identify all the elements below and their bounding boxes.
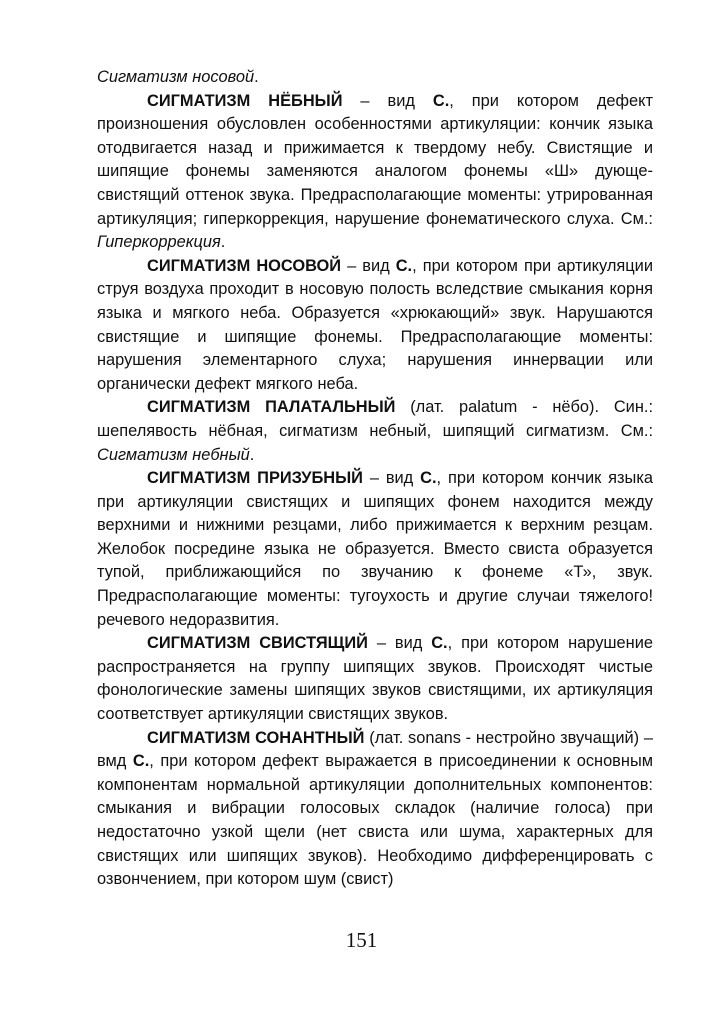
entry-term: СИГМАТИЗМ СОНАНТНЫЙ xyxy=(147,728,365,747)
entry-sigmatism-palatalny: СИГМАТИЗМ ПАЛАТАЛЬНЫЙ (лат. palatum - нёбо). Син.: шепелявость нёбная, сигматизм небный, шипящий сигматизм. См.: Сигматизм небный. xyxy=(97,398,653,464)
entry-term: СИГМАТИЗМ СВИСТЯЩИЙ xyxy=(147,634,368,653)
entry-sigmatism-nasal: СИГМАТИЗМ НОСОВОЙ – вид С., при котором при артикуляции струя воздуха проходит в носовую полость вследствие смыкания корня языка и мягкого неба. Образуется «хрюкающий» звук. Нарушаются свистящие и шипящие фонемы. Предрасполагающие моменты: нарушения элементарного слуха; нарушения иннервации или органически дефект мягкого неба. xyxy=(97,256,653,393)
abbreviation: С. xyxy=(432,91,450,110)
entry-sigmatism-palatal-nebny: СИГМАТИЗМ НЁБНЫЙ – вид С., при котором дефект произношения обусловлен особенностями артикуляции: кончик языка отодвигается назад и прижимается к твердому небу. Свистящие и шипящие фонемы заменяются аналогом фонемы «Ш» дующе-свистящий оттенок звука. Предрасполагающие моменты: утрированная артикуляция; гиперкоррекция, нарушение фонематического слуха. См.: Гиперкоррекция. xyxy=(97,91,653,252)
entry-continuation: Сигматизм носовой. xyxy=(97,68,259,86)
abbreviation: С. xyxy=(420,469,437,488)
cross-reference: Сигматизм небный xyxy=(97,445,250,464)
cross-reference: Гиперкоррекция xyxy=(97,233,221,252)
abbreviation: С. xyxy=(431,634,448,653)
entry-term: СИГМАТИЗМ ПРИЗУБНЫЙ xyxy=(147,469,363,488)
body-text xyxy=(97,66,653,892)
entry-sigmatism-prizubny: СИГМАТИЗМ ПРИЗУБНЫЙ – вид С., при котором кончик языка при артикуляции свистящих и шипящих фонем находится между верхними и нижними резцами, либо прижимается к верхним резцам. Желобок посредине языка не образуется. Вместо свиста образуется тупой, приближающийся по звучанию к фонеме «Т», звук. Предрасполагающие моменты: тугоухость и другие случаи тяжелого! речевого недоразвития. xyxy=(97,469,653,629)
cross-reference: Сигматизм носовой xyxy=(97,68,255,86)
page-number: 151 xyxy=(345,928,378,952)
entry-term: СИГМАТИЗМ НЁБНЫЙ xyxy=(147,91,343,110)
abbreviation: С. xyxy=(132,752,150,771)
abbreviation: С. xyxy=(395,256,413,275)
entry-term: СИГМАТИЗМ НОСОВОЙ xyxy=(147,256,342,275)
entry-term: СИГМАТИЗМ ПАЛАТАЛЬНЫЙ xyxy=(147,398,396,417)
entry-sigmatism-svistyashchy: СИГМАТИЗМ СВИСТЯЩИЙ – вид С., при котором нарушение распространяется на группу шипящих звуков. Происходят чистые фонологические замены шипящих звуков свистящими, их артикуляция соответствует артикуляции свистящих звуков. xyxy=(97,634,653,724)
entry-sigmatism-sonantny: СИГМАТИЗМ СОНАНТНЫЙ (лат. sonans - нестройно звучащий) – вмд С., при котором дефект выражается в присоединении к основным компонентам нормальной артикуляции дополнительных компонентов: смыкания и вибрации голосовых складок (наличие голоса) при недостаточно узкой щели (нет свиста или шума, характерных для свистящих или шипящих звуков). Необходимо дифференцировать с озвончением, при котором шум (свист) xyxy=(97,728,653,889)
